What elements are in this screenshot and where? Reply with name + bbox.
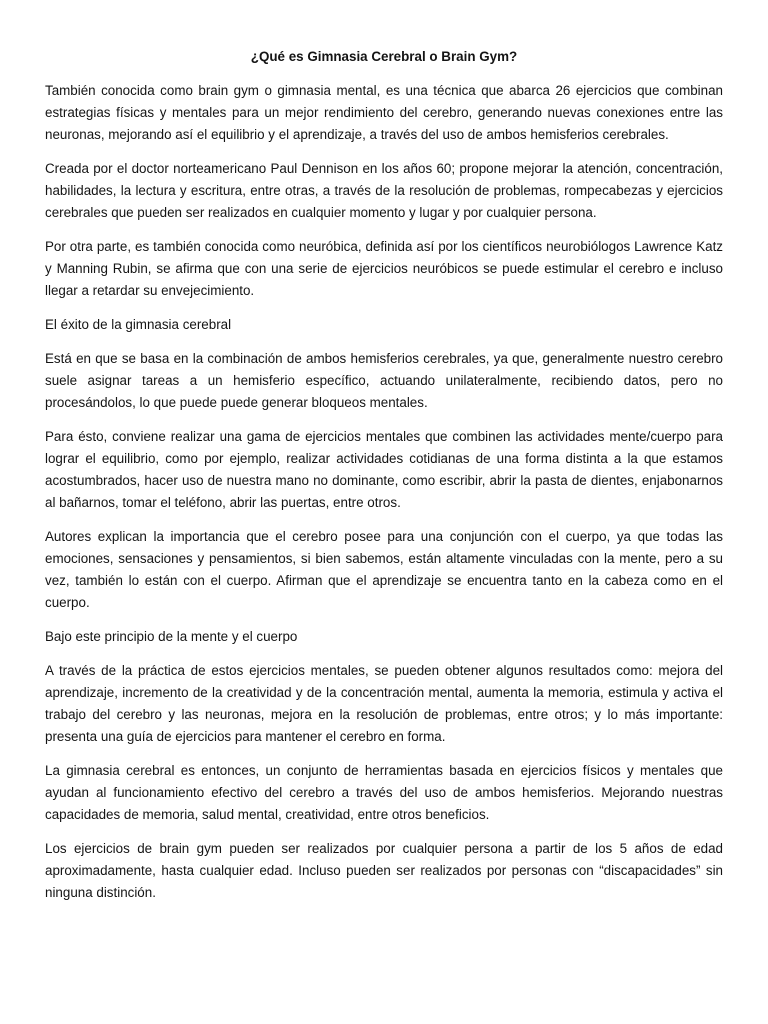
paragraph-authors: Autores explican la importancia que el cerebro posee para una conjunción con el cuerpo, ya que todas las emociones, sensaciones y pensamientos, si bien sabemos, están altamente vinculadas con la mente, pero a su vez, también lo están con el cuerpo. Afirman que el aprendizaje se encuentra tanto en la cabeza como en el cuerpo. (45, 529, 723, 610)
paragraph-origin: Creada por el doctor norteamericano Paul Dennison en los años 60; propone mejorar la atención, concentración, habilidades, la lectura y escritura, entre otras, a través de la resolución de problemas, rompecabezas y ejercicios cerebrales que pueden ser realizados en cualquier momento y lugar y por cualquier persona. (45, 161, 723, 220)
paragraph-intro: También conocida como brain gym o gimnasia mental, es una técnica que abarca 26 ejercicios que combinan estrategias físicas y mentales para un mejor rendimiento del cerebro, generando nuevas conexiones entre las neuronas, mejorando así el equilibrio y el aprendizaje, a través del uso de ambos hemisferios cerebrales. (45, 83, 723, 142)
paragraph-hemispheres: Está en que se basa en la combinación de ambos hemisferios cerebrales, ya que, generalmente nuestro cerebro suele asignar tareas a un hemisferio específico, actuando unilateralmente, recibiendo datos, pero no procesándolos, lo que puede puede generar bloqueos mentales. (45, 351, 723, 410)
section-heading-principio: Bajo este principio de la mente y el cuerpo (45, 629, 298, 644)
paragraph-definition: La gimnasia cerebral es entonces, un conjunto de herramientas basada en ejercicios físicos y mentales que ayudan al funcionamiento efectivo del cerebro a través del uso de ambos hemisferios. Mejorando nuestras capacidades de memoria, salud mental, creatividad, entre otros beneficios. (45, 763, 723, 822)
paragraph-results: A través de la práctica de estos ejercicios mentales, se pueden obtener algunos resultados como: mejora del aprendizaje, incremento de la creatividad y de la concentración mental, aumenta la memoria, estimula y activa el trabajo del cerebro y las neuronas, mejora en la resolución de problemas, entre otros; y lo más importante: presenta una guía de ejercicios para mantener el cerebro en forma. (45, 663, 723, 744)
paragraph-audience: Los ejercicios de brain gym pueden ser realizados por cualquier persona a partir de los 5 años de edad aproximadamente, hasta cualquier edad. Incluso pueden ser realizados por personas con “discapacidades” sin ninguna distinción. (45, 841, 723, 900)
section-heading-exito: El éxito de la gimnasia cerebral (45, 317, 232, 332)
document-page (45, 46, 723, 916)
paragraph-exercises: Para ésto, conviene realizar una gama de ejercicios mentales que combinen las actividades mente/cuerpo para lograr el equilibrio, como por ejemplo, realizar actividades cotidianas de una forma distinta a la que estamos acostumbrados, hacer uso de nuestra mano no dominante, como escribir, abrir la pasta de dientes, enjabonarnos al bañarnos, tomar el teléfono, abrir las puertas, entre otros. (45, 429, 723, 510)
paragraph-neurobics: Por otra parte, es también conocida como neuróbica, definida así por los científicos neurobiólogos Lawrence Katz y Manning Rubin, se afirma que con una serie de ejercicios neuróbicos se puede estimular el cerebro e incluso llegar a retardar su envejecimiento. (45, 239, 723, 298)
document-title: ¿Qué es Gimnasia Cerebral o Brain Gym? (250, 49, 518, 64)
